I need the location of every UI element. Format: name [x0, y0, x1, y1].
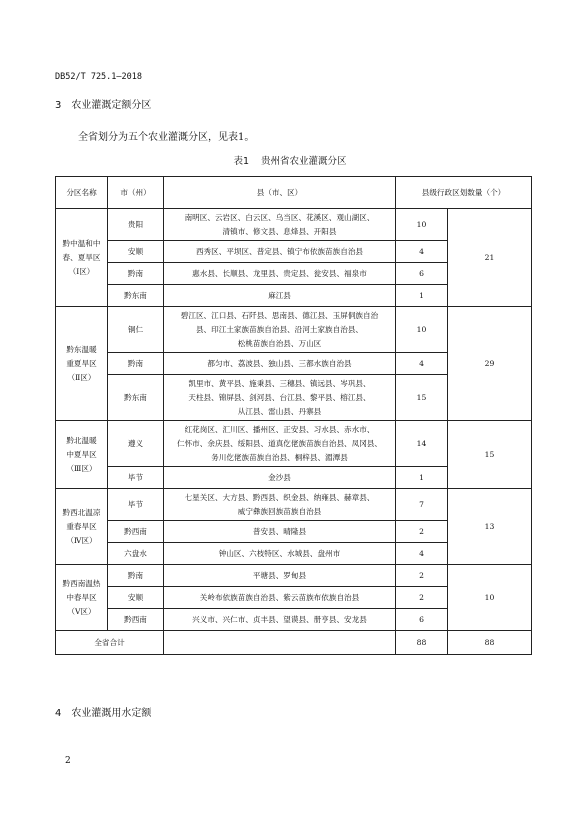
count-cell: 2	[396, 565, 448, 587]
zone-total-cell: 13	[448, 489, 532, 565]
counties-line: 平塘县、罗甸县	[252, 570, 307, 580]
zone-total-cell: 15	[448, 421, 532, 489]
zone-total-cell: 10	[448, 565, 532, 631]
counties-line: 金沙县	[268, 472, 291, 482]
zone-total-cell: 21	[448, 209, 532, 307]
document-code: DB52/T 725.1—2018	[55, 72, 142, 82]
counties-line: 从江县、雷山县、丹寨县	[237, 406, 322, 416]
zone-name-cell	[56, 421, 108, 489]
intro-paragraph: 全省划分为五个农业灌溉分区，见表1。	[78, 132, 255, 143]
table-row	[56, 209, 532, 241]
counties-line: 兴义市、兴仁市、贞丰县、望谟县、册亨县、安龙县	[192, 614, 367, 624]
counties-cell	[164, 489, 396, 521]
table-row	[56, 489, 532, 521]
counties-cell	[164, 307, 396, 353]
zone-name-line: 黔东温暖	[66, 344, 97, 354]
zone-name-line: （Ⅲ区）	[66, 463, 97, 473]
city-cell: 黔南	[108, 565, 164, 587]
city-cell: 黔南	[108, 263, 164, 285]
counties-line: 凯里市、黄平县、施秉县、三穗县、镇远县、岑巩县、	[188, 378, 371, 388]
city-cell: 贵阳	[108, 209, 164, 241]
counties-line: 碧江区、江口县、石阡县、思南县、德江县、玉屏侗族自治	[180, 310, 379, 320]
count-cell: 1	[396, 467, 448, 489]
counties-line: 西秀区、平坝区、普定县、镇宁布依族苗族自治县	[195, 246, 364, 256]
zone-name-line: （Ⅳ区）	[66, 535, 97, 545]
zone-name-line: 黔中温和中	[62, 238, 101, 248]
counties-cell	[164, 241, 396, 263]
header-zone: 分区名称	[56, 177, 108, 209]
city-cell: 遵义	[108, 421, 164, 467]
table-row	[56, 307, 532, 353]
counties-line: 县、印江土家族苗族自治县、沿河土家族自治县、	[195, 324, 364, 334]
counties-line: 松桃苗族自治县、万山区	[237, 338, 322, 348]
counties-line: 钟山区、六枝特区、水城县、盘州市	[218, 548, 341, 558]
zone-name-line: 黔北温暖	[66, 435, 97, 445]
table-row	[56, 565, 532, 587]
zone-name-line: 中春旱区	[66, 592, 97, 602]
zone-name-line: 中夏旱区	[66, 449, 97, 459]
counties-cell	[164, 565, 396, 587]
zone-name-line: 春、夏旱区	[62, 252, 101, 262]
counties-line: 七星关区、大方县、黔西县、织金县、纳雍县、赫章县、	[184, 492, 375, 502]
table-header-row	[56, 177, 532, 209]
counties-cell	[164, 353, 396, 375]
counties-line: 红花岗区、汇川区、播州区、正安县、习水县、赤水市、	[184, 424, 375, 434]
count-cell: 4	[396, 543, 448, 565]
zone-name-cell	[56, 565, 108, 631]
page-number: 2	[65, 756, 71, 766]
total-label-cell: 全省合计	[56, 631, 164, 655]
header-city: 市（州）	[108, 177, 164, 209]
table-row	[56, 421, 532, 467]
header-counties: 县（市、区）	[164, 177, 396, 209]
count-cell: 10	[396, 307, 448, 353]
count-cell: 6	[396, 609, 448, 631]
zone-name-line: 黔西北温凉	[62, 507, 101, 517]
counties-cell	[164, 609, 396, 631]
city-cell: 黔西南	[108, 521, 164, 543]
counties-line: 关岭布依族苗族自治县、紫云苗族布依族自治县	[199, 592, 360, 602]
zone-name-line: （Ⅰ区）	[68, 266, 95, 276]
counties-cell	[164, 543, 396, 565]
counties-line: 普安县、晴隆县	[252, 526, 307, 536]
counties-line: 务川仡佬族苗族自治县、桐梓县、湄潭县	[211, 452, 348, 462]
city-cell: 黔南	[108, 353, 164, 375]
table-title: 贵州省农业灌溉分区	[261, 156, 347, 167]
counties-line: 天柱县、锦屏县、剑河县、台江县、黎平县、榕江县、	[188, 392, 371, 402]
counties-cell	[164, 263, 396, 285]
counties-cell	[164, 209, 396, 241]
counties-cell	[164, 421, 396, 467]
count-cell: 14	[396, 421, 448, 467]
counties-cell	[164, 285, 396, 307]
counties-cell	[164, 467, 396, 489]
city-cell: 安顺	[108, 587, 164, 609]
total-count-cell: 88	[396, 631, 448, 655]
total-empty-cell	[164, 631, 396, 655]
city-cell: 黔东南	[108, 375, 164, 421]
count-cell: 4	[396, 241, 448, 263]
section-3-title: 3 农业灌溉定额分区	[55, 100, 152, 111]
counties-line: 清镇市、修文县、息烽县、开阳县	[222, 226, 337, 236]
city-cell: 六盘水	[108, 543, 164, 565]
count-cell: 7	[396, 489, 448, 521]
counties-cell	[164, 375, 396, 421]
zone-name-line: （Ⅴ区）	[67, 606, 96, 616]
total-zone-sum-cell: 88	[448, 631, 532, 655]
city-cell: 毕节	[108, 467, 164, 489]
counties-line: 都匀市、荔波县、独山县、三都水族自治县	[207, 358, 352, 368]
count-cell: 2	[396, 521, 448, 543]
count-cell: 10	[396, 209, 448, 241]
count-cell: 15	[396, 375, 448, 421]
counties-line: 威宁彝族回族苗族自治县	[237, 506, 322, 516]
count-cell: 2	[396, 587, 448, 609]
counties-line: 惠水县、长顺县、龙里县、贵定县、瓮安县、福泉市	[192, 268, 367, 278]
table-number: 表1	[233, 156, 250, 167]
zone-name-line: （Ⅱ区）	[67, 372, 96, 382]
counties-line: 仁怀市、余庆县、绥阳县、道真仡佬族苗族自治县、凤冈县、	[176, 438, 383, 448]
count-cell: 6	[396, 263, 448, 285]
header-count: 县级行政区划数量（个）	[396, 177, 532, 209]
zone-name-line: 重夏旱区	[66, 358, 97, 368]
table-caption	[0, 153, 580, 167]
count-cell: 1	[396, 285, 448, 307]
zone-name-cell	[56, 307, 108, 421]
table-total-row	[56, 631, 532, 655]
zone-total-cell: 29	[448, 307, 532, 421]
irrigation-zones-table	[55, 176, 532, 655]
counties-cell	[164, 521, 396, 543]
section-4-title: 4 农业灌溉用水定额	[55, 708, 152, 719]
city-cell: 安顺	[108, 241, 164, 263]
city-cell: 黔西南	[108, 609, 164, 631]
city-cell: 黔东南	[108, 285, 164, 307]
counties-line: 麻江县	[268, 290, 291, 300]
zone-name-line: 黔西南温热	[62, 578, 101, 588]
zone-name-cell	[56, 489, 108, 565]
count-cell: 4	[396, 353, 448, 375]
counties-cell	[164, 587, 396, 609]
city-cell: 铜仁	[108, 307, 164, 353]
zone-name-line: 重春旱区	[66, 521, 97, 531]
city-cell: 毕节	[108, 489, 164, 521]
counties-line: 南明区、云岩区、白云区、乌当区、花溪区、观山湖区、	[184, 212, 375, 222]
zone-name-cell	[56, 209, 108, 307]
